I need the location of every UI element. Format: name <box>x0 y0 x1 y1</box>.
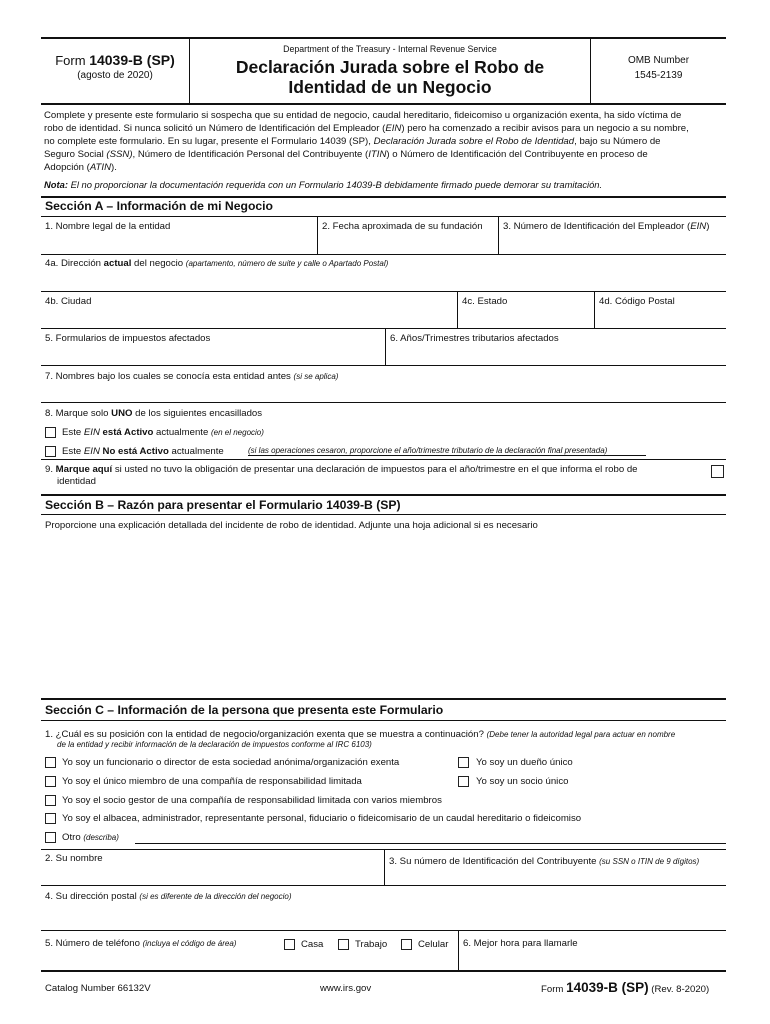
field-2-label: 2. Fecha aproximada de su fundación <box>322 221 483 232</box>
row-rule <box>41 328 726 329</box>
ein-inactive-label: Este EIN No está Activo actualmente <box>62 446 224 457</box>
title-line-1: Declaración Jurada sobre el Robo de <box>235 57 545 77</box>
form-number: 14039-B (SP) <box>89 52 175 68</box>
row-rule <box>41 459 726 460</box>
field-6-label: 6. Años/Trimestres tributarios afectados <box>390 333 559 344</box>
website: www.irs.gov <box>320 983 372 994</box>
your-name-input[interactable] <box>42 864 383 885</box>
ein-active-label: Este EIN está Activo actualmente (en el negocio) <box>62 427 264 438</box>
intro-line-2: robo de identidad. Si nunca solicitó un Número de Identificación del Empleador (EIN) pero ha comenzado a recibir avisos para un negocio a su nombre, <box>44 123 689 135</box>
field-c4-label: 4. Su dirección postal (si es diferente de la dirección del negocio) <box>45 891 292 902</box>
tax-forms-input[interactable] <box>42 344 384 365</box>
row-rule <box>41 402 726 403</box>
divider <box>317 217 318 254</box>
legal-name-input[interactable] <box>42 232 317 254</box>
phone-cell-checkbox[interactable] <box>401 939 412 950</box>
field-8-label: 8. Marque solo UNO de los siguientes encasillados <box>45 408 263 419</box>
field-4d-label: 4d. Código Postal <box>599 296 675 307</box>
ein-inactive-note: (si las operaciones cesaron, proporcione el año/trimestre tributario de la declaración final presentada) <box>248 446 608 455</box>
question-1-note: de la entidad y recibir información de la declaración de impuestos conforme al IRC 6103) <box>57 740 372 749</box>
phone-home-label: Casa <box>301 939 324 950</box>
llc-managing-member-label: Yo soy el socio gestor de una compañía de responsabilidad limitada con varios miembros <box>62 795 442 806</box>
divider <box>457 292 458 328</box>
your-tin-input[interactable] <box>386 868 725 885</box>
field-c3-label: 3. Su número de Identificación del Contribuyente (su SSN o ITIN de 9 dígitos) <box>389 856 700 867</box>
header-bottom-rule <box>41 103 726 105</box>
field-9-label-line-2: identidad <box>57 476 96 487</box>
executor-checkbox[interactable] <box>45 813 56 824</box>
field-3-label: 3. Número de Identificación del Empleador (EIN) <box>503 221 710 232</box>
address-input[interactable] <box>42 270 725 290</box>
officer-checkbox[interactable] <box>45 757 56 768</box>
founding-date-input[interactable] <box>319 232 497 254</box>
divider <box>384 850 385 885</box>
field-c5-label: 5. Número de teléfono (incluya el código de área) <box>45 938 237 949</box>
field-5-label: 5. Formularios de impuestos afectados <box>45 333 211 344</box>
field-4b-label: 4b. Ciudad <box>45 296 92 307</box>
intro-line-3: no complete este formulario. En su lugar, presente el Formulario 14039 (SP), Declaración Jurada sobre el Robo de Identidad, bajo su Número de <box>44 136 661 148</box>
divider <box>498 217 499 254</box>
section-c-title: Sección C – Información de la persona que presenta este Formulario <box>45 703 444 717</box>
explanation-textarea[interactable] <box>42 534 725 694</box>
field-c6-label: 6. Mejor hora para llamarle <box>463 938 578 949</box>
ein-input[interactable] <box>500 232 725 254</box>
intro-note: Nota: El no proporcionar la documentación requerida con un Formulario 14039-B debidamente firmado puede demorar su tramitación. <box>44 179 603 191</box>
field-4a-label: 4a. Dirección actual del negocio (apartamento, número de suite y calle o Apartado Postal) <box>45 258 389 269</box>
intro-line-1: Complete y presente este formulario si sospecha que su entidad de negocio, caudal hereditario, fideicomiso u organización exenta, ha sido víctima de <box>44 110 682 121</box>
llc-managing-member-checkbox[interactable] <box>45 795 56 806</box>
final-return-line[interactable] <box>248 455 646 456</box>
state-input[interactable] <box>459 306 593 328</box>
title-line-2: Identidad de un Negocio <box>288 77 492 97</box>
row-rule <box>41 254 726 255</box>
section-b-instruction: Proporcione una explicación detallada del incidente de robo de identidad. Adjunte una hoja adicional si es necesario <box>45 520 538 531</box>
form-date: (agosto de 2020) <box>77 70 153 81</box>
partner-checkbox[interactable] <box>458 776 469 787</box>
section-a-title: Sección A – Información de mi Negocio <box>45 199 273 213</box>
field-1-label: 1. Nombre legal de la entidad <box>45 221 171 232</box>
phone-number-input[interactable] <box>42 952 457 970</box>
section-b-title: Sección B – Razón para presentar el Formulario 14039-B (SP) <box>45 498 401 512</box>
zip-input[interactable] <box>596 306 725 328</box>
field-9-label: 9. Marque aquí si usted no tuvo la obligación de presentar una declaración de impuestos para el año/trimestre en el que informa el robo de <box>45 464 638 475</box>
omb-number: 1545-2139 <box>634 70 683 81</box>
section-c-top-rule <box>41 698 726 700</box>
tax-years-input[interactable] <box>387 344 725 365</box>
row-rule <box>41 291 726 292</box>
section-b-top-rule <box>41 494 726 496</box>
department: Department of the Treasury - Internal Revenue Service <box>283 44 497 54</box>
phone-home-checkbox[interactable] <box>284 939 295 950</box>
phone-work-checkbox[interactable] <box>338 939 349 950</box>
no-filing-requirement-checkbox[interactable] <box>711 465 724 478</box>
partner-label: Yo soy un socio único <box>476 776 569 787</box>
llc-single-member-checkbox[interactable] <box>45 776 56 787</box>
section-a-head-rule <box>41 216 726 217</box>
bottom-rule <box>41 970 726 972</box>
divider <box>458 931 459 970</box>
form-title <box>190 57 590 97</box>
intro-line-4: Seguro Social (SSN), Número de Identificación Personal del Contribuyente (ITIN) o Número de Identificación del Contribuyente en proceso de <box>44 149 648 161</box>
other-describe-input[interactable] <box>135 843 726 844</box>
field-c2-label: 2. Su nombre <box>45 853 103 864</box>
header-top-rule <box>41 37 726 39</box>
other-label: Otro (describa) <box>62 832 119 843</box>
footer-form-id: Form 14039-B (SP) (Rev. 8-2020) <box>541 980 710 995</box>
ein-active-checkbox[interactable] <box>45 427 56 438</box>
form-prefix: Form <box>55 53 86 68</box>
section-a-top-rule <box>41 196 726 198</box>
form-id <box>41 52 189 68</box>
intro-line-5: Adopción (ATIN). <box>44 162 117 174</box>
previous-names-input[interactable] <box>42 383 725 402</box>
intro-paragraph <box>44 109 734 192</box>
executor-label: Yo soy el albacea, administrador, representante personal, fiduciario o fideicomisario de un caudal hereditario o fideicomiso <box>62 813 582 824</box>
sole-owner-checkbox[interactable] <box>458 757 469 768</box>
other-checkbox[interactable] <box>45 832 56 843</box>
city-input[interactable] <box>42 306 456 328</box>
section-b-head-rule <box>41 514 726 515</box>
row-rule <box>41 365 726 366</box>
best-time-input[interactable] <box>460 952 725 970</box>
section-c-head-rule <box>41 720 726 721</box>
divider <box>385 329 386 365</box>
mailing-address-input[interactable] <box>42 903 725 930</box>
field-7-label: 7. Nombres bajo los cuales se conocía esta entidad antes (si se aplica) <box>45 371 339 382</box>
omb-label: OMB Number <box>627 55 690 66</box>
row-rule <box>41 885 726 886</box>
llc-single-member-label: Yo soy el único miembro de una compañía de responsabilidad limitada <box>62 776 362 787</box>
officer-label: Yo soy un funcionario o director de esta sociedad anónima/organización exenta <box>62 757 400 768</box>
row-rule <box>41 930 726 931</box>
field-4c-label: 4c. Estado <box>462 296 508 307</box>
phone-work-label: Trabajo <box>355 939 388 950</box>
question-1: 1. ¿Cuál es su posición con la entidad de negocio/organización exenta que se muestra a continuación? (Debe tener la autoridad legal para actuar en nombre <box>45 729 676 740</box>
ein-inactive-checkbox[interactable] <box>45 446 56 457</box>
sole-owner-label: Yo soy un dueño único <box>476 757 573 768</box>
phone-cell-label: Celular <box>418 939 449 950</box>
divider <box>594 292 595 328</box>
catalog-number: Catalog Number 66132V <box>45 983 151 994</box>
